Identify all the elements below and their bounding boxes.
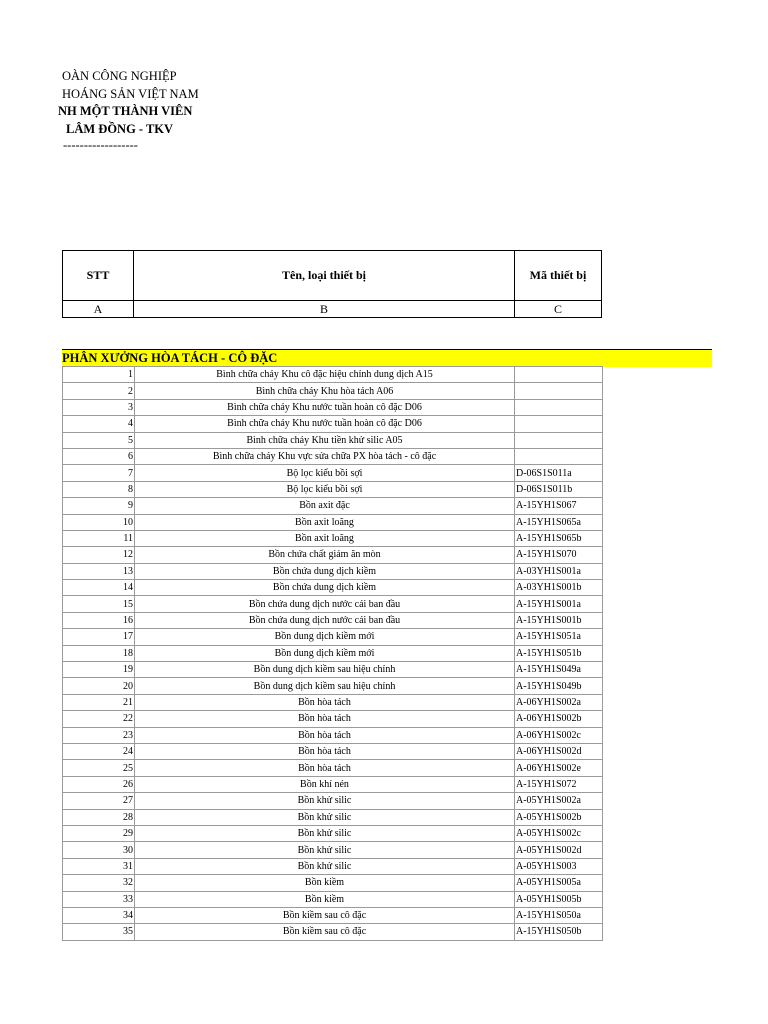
row-name: Bộ lọc kiểu bồi sợi [135,481,515,497]
row-name: Bồn hòa tách [135,743,515,759]
row-stt: 33 [63,891,135,907]
table-row [63,711,603,727]
row-name: Bồn chứa dung dịch nước cái ban đầu [135,596,515,612]
header-name: Tên, loại thiết bị [134,251,515,301]
table-row [63,891,603,907]
row-stt: 24 [63,743,135,759]
table-row [63,793,603,809]
row-name: Bồn kiềm sau cô đặc [135,924,515,940]
table-row [63,547,603,563]
row-stt: 15 [63,596,135,612]
row-name: Bình chữa cháy Khu nước tuần hoàn cô đặc D06 [135,416,515,432]
subheader-c: C [515,301,602,318]
row-stt: 3 [63,399,135,415]
row-stt: 8 [63,481,135,497]
row-stt: 9 [63,498,135,514]
row-code: A-05YH1S005b [515,891,603,907]
row-name: Bồn chứa dung dịch nước cái ban đầu [135,612,515,628]
row-name: Bồn kiềm [135,891,515,907]
row-stt: 21 [63,694,135,710]
table-row [63,481,603,497]
row-name: Bồn hòa tách [135,727,515,743]
table-row [63,825,603,841]
org-line-2: HOÁNG SẢN VIỆT NAM [62,86,199,101]
row-name: Bồn kiềm sau cô đặc [135,907,515,923]
row-code: A-15YH1S049b [515,678,603,694]
table-row [63,645,603,661]
table-row [63,924,603,940]
table-row [63,416,603,432]
row-stt: 13 [63,563,135,579]
row-name: Bồn chứa dung dịch kiềm [135,580,515,596]
row-stt: 23 [63,727,135,743]
row-stt: 10 [63,514,135,530]
row-name: Bồn khử silic [135,793,515,809]
row-name: Bồn khử silic [135,842,515,858]
table-row [63,498,603,514]
row-name: Bồn chứa dung dịch kiềm [135,563,515,579]
row-code [515,432,603,448]
row-stt: 22 [63,711,135,727]
row-name: Bộ lọc kiểu bồi sợi [135,465,515,481]
row-stt: 14 [63,580,135,596]
row-name: Bình chữa cháy Khu vực sửa chữa PX hòa tách - cô đặc [135,448,515,464]
table-row [63,563,603,579]
row-code: A-15YH1S051b [515,645,603,661]
row-code: A-06YH1S002e [515,760,603,776]
table-row [63,875,603,891]
row-stt: 35 [63,924,135,940]
row-name: Bồn khí nén [135,776,515,792]
row-code: A-15YH1S070 [515,547,603,563]
row-name: Bồn dung dịch kiềm mới [135,629,515,645]
row-stt: 5 [63,432,135,448]
row-code: A-05YH1S002c [515,825,603,841]
table-row [63,465,603,481]
row-name: Bồn axit loãng [135,514,515,530]
row-stt: 6 [63,448,135,464]
row-code: A-15YH1S050a [515,907,603,923]
row-name: Bồn chứa chất giảm ăn mòn [135,547,515,563]
table-row [63,367,603,383]
table-row [63,776,603,792]
row-code: A-05YH1S002b [515,809,603,825]
org-line-1: OÀN CÔNG NGHIỆP [62,69,177,83]
row-stt: 25 [63,760,135,776]
header-code: Mã thiết bị [515,251,602,301]
row-name: Bồn khử silic [135,858,515,874]
table-row [63,809,603,825]
row-code: A-05YH1S003 [515,858,603,874]
row-code: A-05YH1S002d [515,842,603,858]
row-stt: 20 [63,678,135,694]
row-name: Bồn kiềm [135,875,515,891]
row-name: Bồn hòa tách [135,694,515,710]
table-row [63,399,603,415]
row-code: A-15YH1S001a [515,596,603,612]
table-row [63,678,603,694]
row-code: A-15YH1S049a [515,662,603,678]
row-name: Bình chữa cháy Khu hòa tách A06 [135,383,515,399]
row-name: Bình chữa cháy Khu cô đặc hiệu chỉnh dung dịch A15 [135,367,515,383]
row-stt: 19 [63,662,135,678]
row-stt: 29 [63,825,135,841]
row-code: A-15YH1S065b [515,530,603,546]
row-code: A-15YH1S001b [515,612,603,628]
header-stt: STT [63,251,134,301]
table-row [63,662,603,678]
row-code: A-15YH1S065a [515,514,603,530]
table-row [63,596,603,612]
table-row [63,448,603,464]
equipment-table [62,366,603,941]
row-code [515,383,603,399]
table-row [63,842,603,858]
row-name: Bồn axit đặc [135,498,515,514]
row-stt: 26 [63,776,135,792]
row-code: A-03YH1S001a [515,563,603,579]
row-stt: 16 [63,612,135,628]
table-row [63,727,603,743]
table-row [63,383,603,399]
row-code: A-05YH1S005a [515,875,603,891]
row-code: A-15YH1S067 [515,498,603,514]
subheader-b: B [134,301,515,318]
row-code: A-03YH1S001b [515,580,603,596]
row-code: A-06YH1S002d [515,743,603,759]
row-name: Bồn khử silic [135,825,515,841]
row-stt: 27 [63,793,135,809]
org-line-3: NH MỘT THÀNH VIÊN [58,104,193,118]
table-row [63,760,603,776]
row-stt: 17 [63,629,135,645]
table-row [63,612,603,628]
row-code [515,416,603,432]
row-code [515,399,603,415]
row-stt: 28 [63,809,135,825]
row-code: D-06S1S011b [515,481,603,497]
row-code: A-06YH1S002c [515,727,603,743]
row-name: Bồn dung dịch kiềm sau hiệu chỉnh [135,678,515,694]
row-stt: 31 [63,858,135,874]
table-row [63,530,603,546]
row-name: Bồn khử silic [135,809,515,825]
table-row [63,432,603,448]
row-stt: 7 [63,465,135,481]
row-stt: 2 [63,383,135,399]
section-title: PHÂN XƯỞNG HÒA TÁCH - CÔ ĐẶC [62,349,712,367]
row-name: Bồn hòa tách [135,711,515,727]
row-name: Bồn axit loãng [135,530,515,546]
table-row [63,580,603,596]
table-row [63,743,603,759]
organization-header [58,68,199,152]
row-name: Bồn dung dịch kiềm mới [135,645,515,661]
row-code: A-06YH1S002a [515,694,603,710]
row-stt: 12 [63,547,135,563]
row-stt: 1 [63,367,135,383]
row-code [515,367,603,383]
row-stt: 18 [63,645,135,661]
row-code [515,448,603,464]
row-name: Bình chữa cháy Khu tiền khử silic A05 [135,432,515,448]
org-separator: ------------------ [63,138,138,152]
table-row [63,858,603,874]
org-line-4: LÂM ĐỒNG - TKV [66,121,174,136]
row-name: Bồn dung dịch kiềm sau hiệu chỉnh [135,662,515,678]
table-row [63,514,603,530]
row-stt: 32 [63,875,135,891]
row-code: A-05YH1S002a [515,793,603,809]
subheader-a: A [63,301,134,318]
row-stt: 30 [63,842,135,858]
row-code: A-15YH1S051a [515,629,603,645]
row-stt: 11 [63,530,135,546]
table-header [62,250,602,318]
row-stt: 34 [63,907,135,923]
row-code: A-15YH1S050b [515,924,603,940]
row-code: A-15YH1S072 [515,776,603,792]
row-code: D-06S1S011a [515,465,603,481]
table-row [63,907,603,923]
row-code: A-06YH1S002b [515,711,603,727]
table-row [63,629,603,645]
row-stt: 4 [63,416,135,432]
row-name: Bồn hòa tách [135,760,515,776]
table-row [63,694,603,710]
row-name: Bình chữa cháy Khu nước tuần hoàn cô đặc D06 [135,399,515,415]
